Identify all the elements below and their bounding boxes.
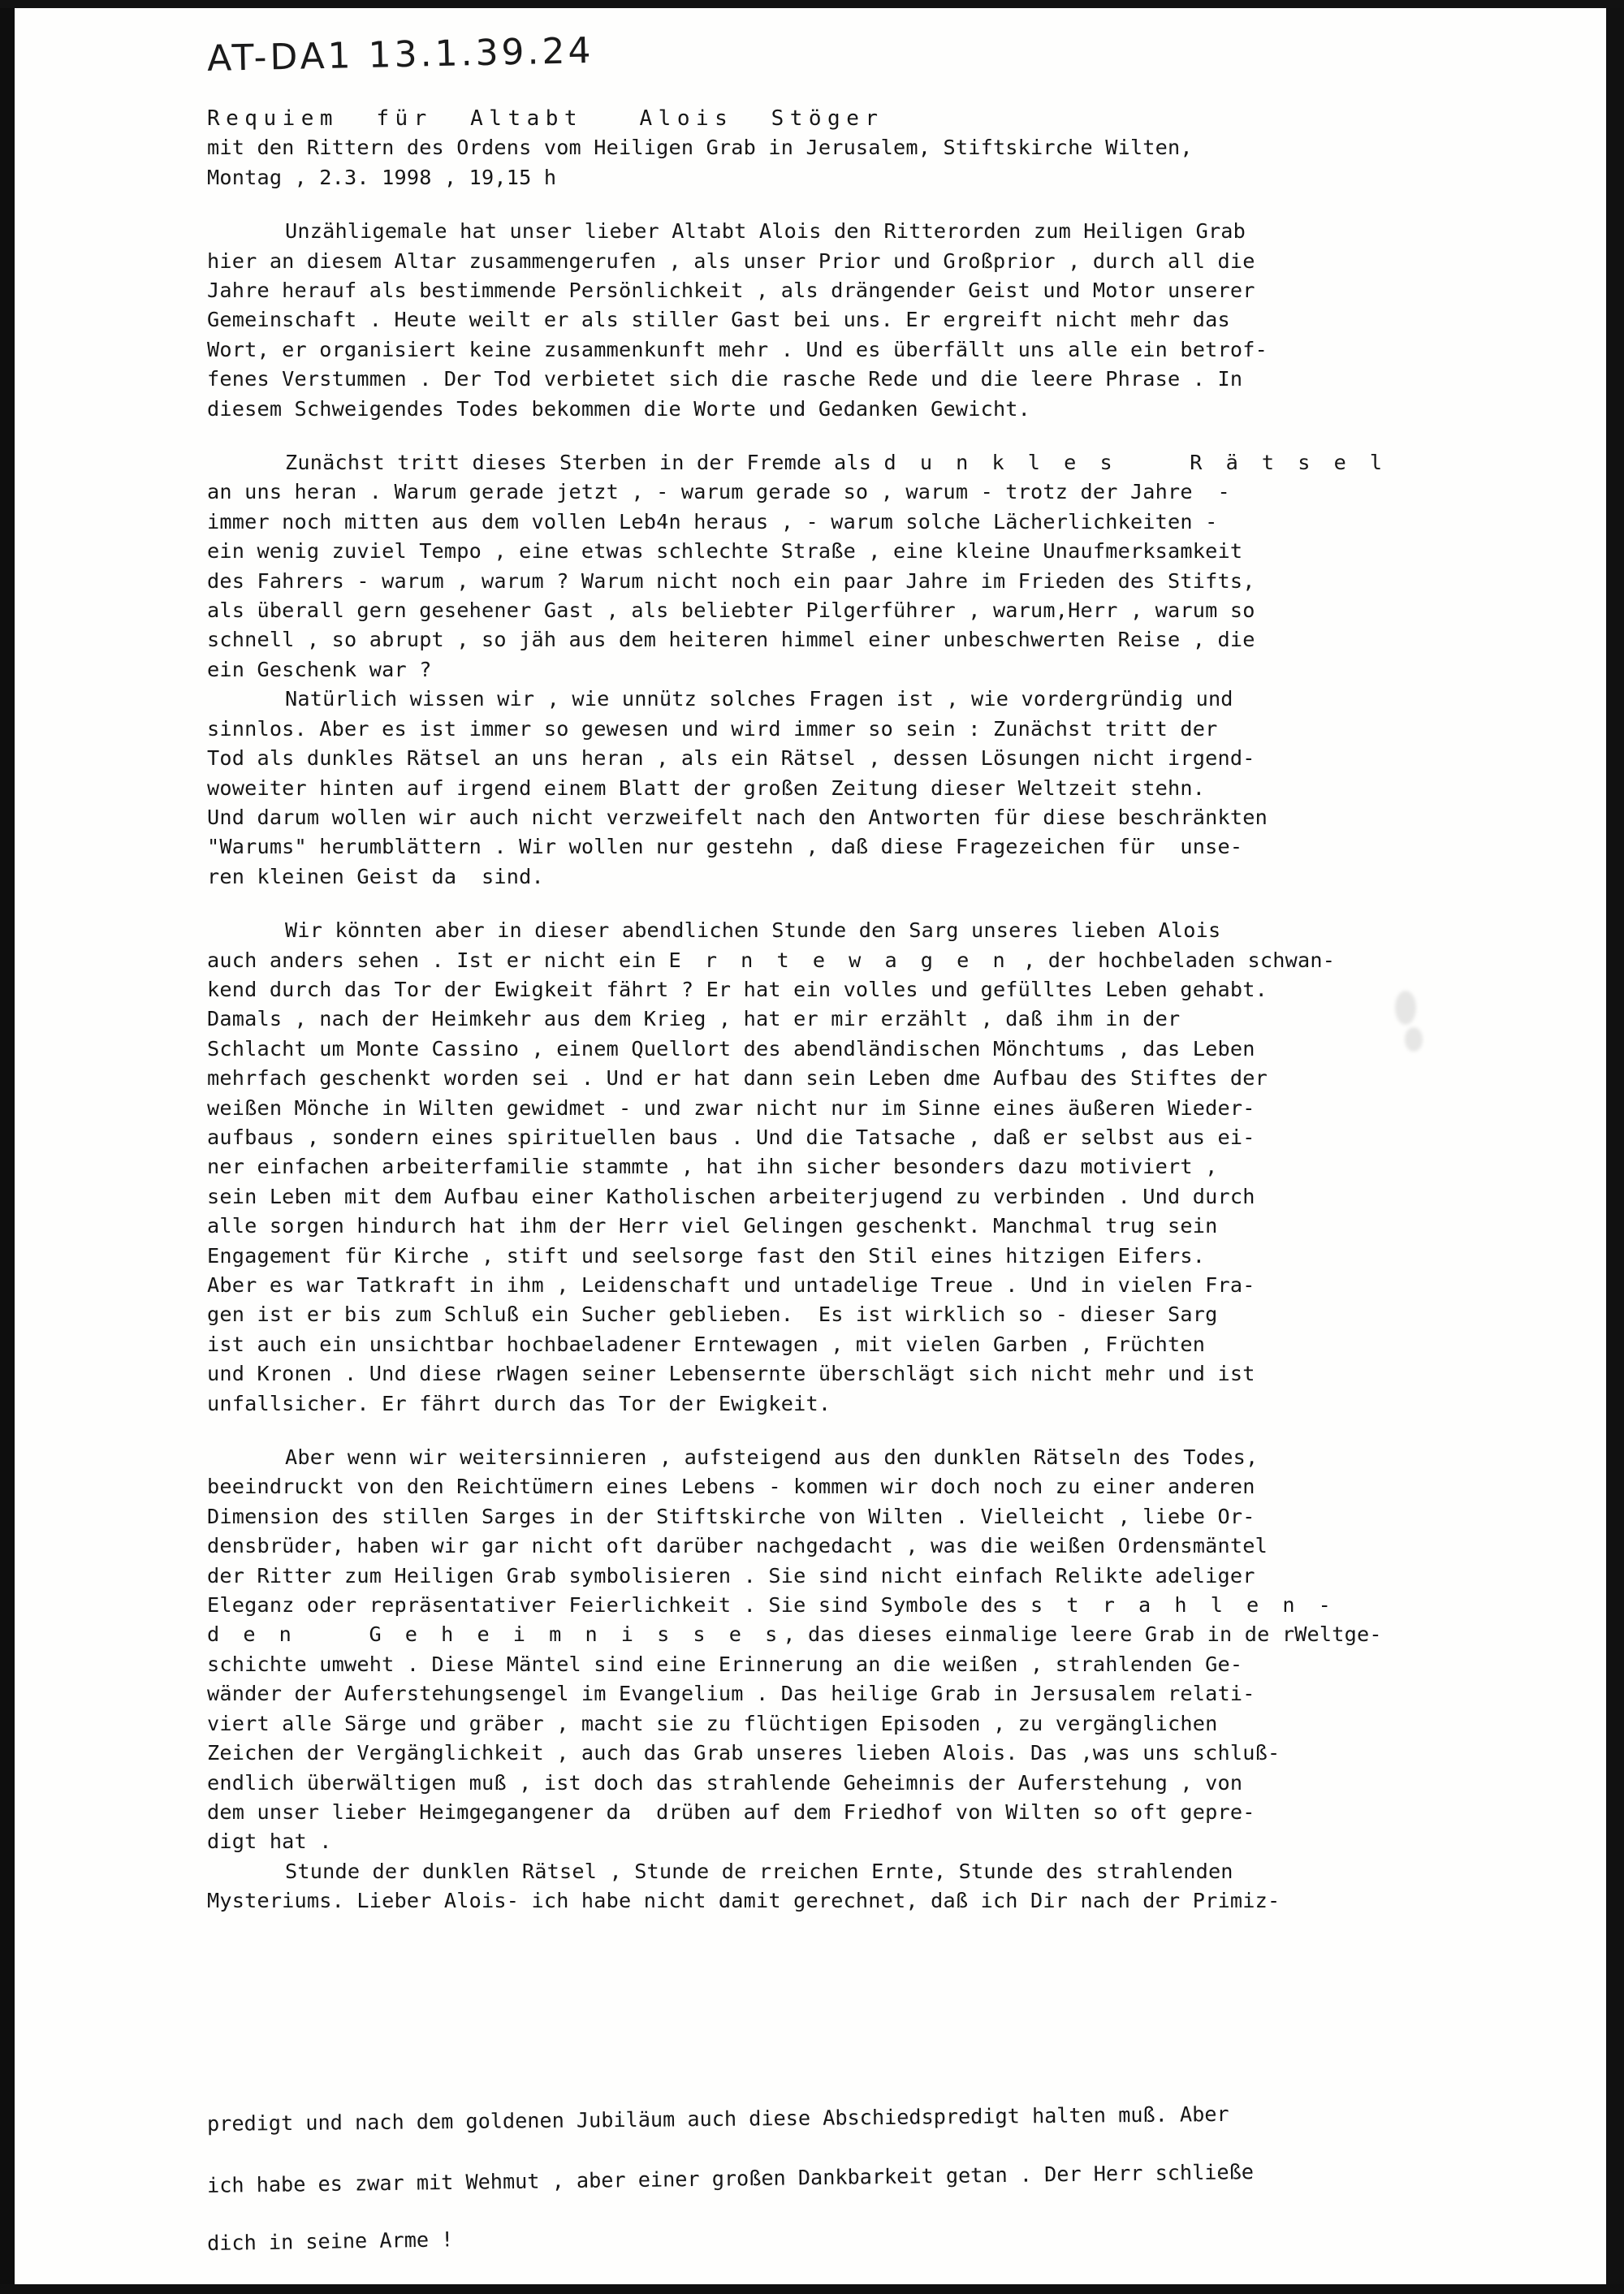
scan-edge-right xyxy=(1606,0,1624,2294)
paragraph-4-text: Wir könnten aber in dieser abendlichen Stunde den Sarg unseres lieben Alois auch anders sehen . Ist er nicht ein xyxy=(207,918,1221,972)
paragraph-4-suffix: , der hochbeladen schwan- xyxy=(1010,948,1336,972)
paragraph-4 xyxy=(207,916,1555,1419)
paragraph-6-text: Stunde der dunklen Rätsel , Stunde de rreichen Ernte, Stunde des strahlenden Mysteriums. Lieber Alois- ich habe nicht damit gerechnet, daß ich Dir nach der Primiz- xyxy=(207,1859,1281,1913)
closing-line-2: ich habe es zwar mit Wehmut , aber einer großen Dankbarkeit getan . Der Herr schließe xyxy=(206,2159,1255,2197)
document-subtitle-line-1: mit den Rittern des Ordens vom Heiligen Grab in Jerusalem, Stiftskirche Wilten, xyxy=(207,136,1193,160)
paragraph-2-text: an uns heran . Warum gerade jetzt , - warum gerade so , warum - trotz der Jahre - immer noch mitten aus dem vollen Leb4n heraus , - warum solche Lächerlichkeiten - ein wenig zuviel Tempo , eine etwas schlechte Straße , eine kleine Unaufmerksamkeit des Fahrers - warum , warum ? Warum nicht noch ein paar Jahre im Frieden des Stifts, als überall gern gesehener Gast , als beliebter Pilgerführer , warum,Herr , warum so schnell , so abrupt , so jäh aus dem heiteren himmel einer unbeschwerten Reise , die ein Geschenk war ? xyxy=(207,480,1255,681)
scan-edge-top xyxy=(0,0,1624,8)
scan-edge-bottom xyxy=(0,2284,1624,2294)
closing-line-1: predigt und nach dem goldenen Jubiläum auch diese Abschiedspredigt halten muß. Aber xyxy=(206,2102,1229,2136)
paragraph-4-rest: kend durch das Tor der Ewigkeit fährt ? Er hat ein volles und gefülltes Leben gehabt. Damals , nach der Heimkehr aus dem Krieg , hat er mir erzählt , daß ihm in der Schlacht um Monte Cassino , einem Quellort des abendländischen Mönchtums , das Leben mehrfach geschenkt worden sei . Und er hat dann sein Leben dme Aufbau des Stiftes der weißen Mönche in Wilten gewidmet - und zwar nicht nur im Sinne eines äußeren Wieder- aufbaus , sondern eines spirituellen baus . Und die Tatsache , daß er selbst aus ei- ner einfachen arbeiterfamilie stammte , hat ihn sicher besonders dazu motiviert , sein Leben mit dem Aufbau einer Katholischen arbeiterjugend zu verbinden . Und durch alle sorgen hindurch hat ihm der Herr viel Gelingen geschenkt. Manchmal trug sein Engagement für Kirche , stift und seelsorge fast den Stil eines hitzigen Eifers. Aber es war Tatkraft in ihm , Leidenschaft und untadelige Treue . Und in vielen Fra- gen ist er bis zum Schluß ein Sucher geblieben. Es ist wirklich so - dieser Sarg ist auch ein unsichtbar hochbaeladener Erntewagen , mit vielen Garben , Früchten und Kronen . Und diese rWagen seiner Lebensernte überschlägt sich nicht mehr und ist unfallsicher. Er fährt durch das Tor der Ewigkeit. xyxy=(207,977,1268,1415)
emphasis-geheimnisses: d e n G e h e i m n i s s e s xyxy=(207,1622,784,1647)
paragraph-5-text: Aber wenn wir weitersinnieren , aufsteigend aus den dunklen Rätseln des Todes, beeindruckt von den Reichtümern eines Lebens - kommen wir doch noch zu einer anderen Dimension des stillen Sarges in der Stiftskirche von Wilten . Vielleicht , liebe Or- densbrüder, haben wir gar nicht oft darüber nachgedacht , was die weißen Ordensmäntel der Ritter zum Heiligen Grab symbolisieren . Sie sind nicht einfach Relikte adeliger Eleganz oder repräsentativer Feierlichkeit . Sie sind Symbole des xyxy=(207,1445,1268,1618)
emphasis-erntewagen: E r n t e w a g e n xyxy=(668,948,1011,972)
archive-mark-handwriting: AT-DA1 13.1.39.24 xyxy=(206,30,594,80)
scan-edge-left xyxy=(0,0,15,2294)
paragraph-6 xyxy=(207,1857,1555,1916)
paragraph-1-text: Unzähligemale hat unser lieber Altabt Alois den Ritterorden zum Heiligen Grab hier an diesem Altar zusammengerufen , als unser Prior und Großprior , durch all die Jahre herauf als bestimmende Persönlichkeit , als drängender Geist und Motor unserer Gemeinschaft . Heute weilt er als stiller Gast bei uns. Er ergreift nicht mehr das Wort, er organisiert keine zusammenkunft mehr . Und es überfällt uns alle ein betrof- fenes Verstummen . Der Tod verbietet sich die rasche Rede und die leere Phrase . In diesem Schweigendes Todes bekommen die Worte und Gedanken Gewicht. xyxy=(207,219,1268,421)
emphasis-strahlenden: s t r a h l e n - xyxy=(1030,1593,1337,1618)
document-body xyxy=(207,104,1555,1916)
document-subtitle-line-2: Montag , 2.3. 1998 , 19,15 h xyxy=(207,165,557,189)
paragraph-1 xyxy=(207,217,1555,424)
page-title-text: Requiem für Altabt Alois Stöger xyxy=(207,106,884,131)
paragraph-2-lead: Zunächst tritt dieses Sterben in der Fremde als xyxy=(285,451,884,475)
emphasis-dunkles-raetsel: d u n k l e s R ä t s e l xyxy=(883,451,1389,475)
page-title xyxy=(207,104,1555,133)
paragraph-5-rest: , das dieses einmalige leere Grab in de rWeltge- schichte umweht . Diese Mäntel sind eine Erinnerung an die weißen , strahlenden Ge- wänder der Auferstehungsengel im Evangelium . Das heilige Grab in Jersusalem relati- viert alle Särge und gräber , macht sie zu flüchtigen Episoden , zu vergänglichen Zeichen der Vergänglichkeit , auch das Grab unseres lieben Alois. Das ,was uns schluß- endlich überwältigen muß , ist doch das strahlende Geheimnis der Auferstehung , von dem unser lieber Heimgegangener da drüben auf dem Friedhof von Wilten so oft gepre- digt hat . xyxy=(207,1622,1382,1854)
paragraph-2 xyxy=(207,448,1555,685)
paragraph-3-text: Natürlich wissen wir , wie unnütz solches Fragen ist , wie vordergründig und sinnlos. Aber es ist immer so gewesen und wird immer so sein : Zunächst tritt der Tod als dunkles Rätsel an uns heran , als ein Rätsel , dessen Lösungen nicht irgend- woweiter hinten auf irgend einem Blatt der großen Zeitung dieser Weltzeit stehn. Und darum wollen wir auch nicht verzweifelt nach den Antworten für diese beschränkten "Warums" herumblättern . Wir wollen nur gestehn , daß diese Fragezeichen für unse- ren kleinen Geist da sind. xyxy=(207,687,1268,888)
closing-line-3: dich in seine Arme ! xyxy=(206,2227,454,2256)
paragraph-3 xyxy=(207,685,1555,892)
paragraph-5 xyxy=(207,1443,1555,1857)
